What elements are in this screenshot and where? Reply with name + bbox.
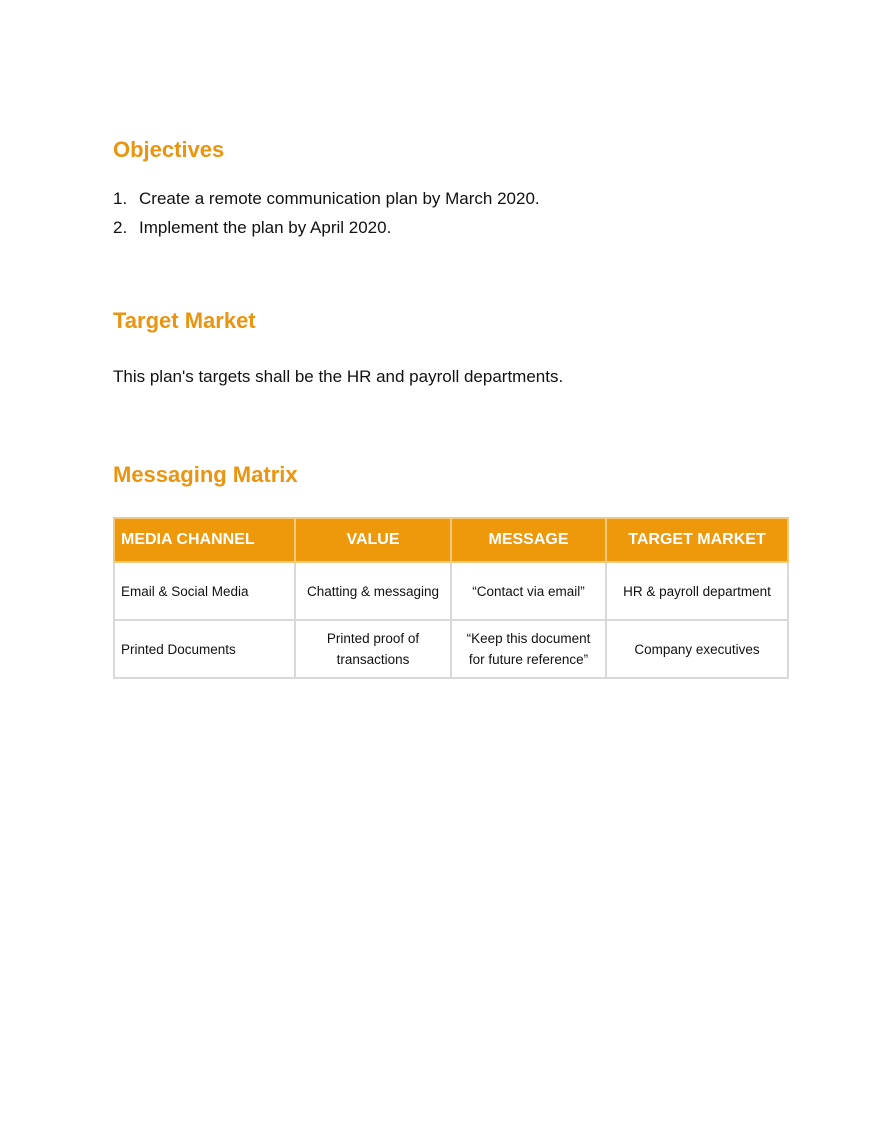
table-header-row: [114, 518, 788, 562]
messaging-matrix-heading: Messaging Matrix: [113, 462, 298, 487]
column-header-target-market: TARGET MARKET: [606, 518, 788, 562]
cell-value: Chatting & messaging: [295, 562, 451, 620]
objectives-list: [113, 184, 540, 242]
table-row: [114, 562, 788, 620]
cell-message: “Contact via email”: [451, 562, 606, 620]
cell-message: “Keep this document for future reference”: [451, 620, 606, 678]
objective-item: [113, 184, 540, 213]
table-row: [114, 620, 788, 678]
cell-value: Printed proof of transactions: [295, 620, 451, 678]
messaging-matrix-table: [113, 517, 789, 679]
objective-item: [113, 213, 540, 242]
cell-media-channel: Printed Documents: [114, 620, 295, 678]
column-header-media-channel: MEDIA CHANNEL: [114, 518, 295, 562]
target-market-heading: Target Market: [113, 308, 256, 333]
objective-number: 2.: [113, 218, 128, 237]
cell-target-market: Company executives: [606, 620, 788, 678]
cell-target-market: HR & payroll department: [606, 562, 788, 620]
cell-media-channel: Email & Social Media: [114, 562, 295, 620]
target-market-text: This plan's targets shall be the HR and payroll departments.: [113, 367, 564, 386]
objective-text: Create a remote communication plan by March 2020.: [139, 189, 540, 208]
objective-text: Implement the plan by April 2020.: [139, 218, 392, 237]
objectives-heading: Objectives: [113, 137, 225, 162]
column-header-value: VALUE: [295, 518, 451, 562]
objective-number: 1.: [113, 189, 128, 208]
column-header-message: MESSAGE: [451, 518, 606, 562]
